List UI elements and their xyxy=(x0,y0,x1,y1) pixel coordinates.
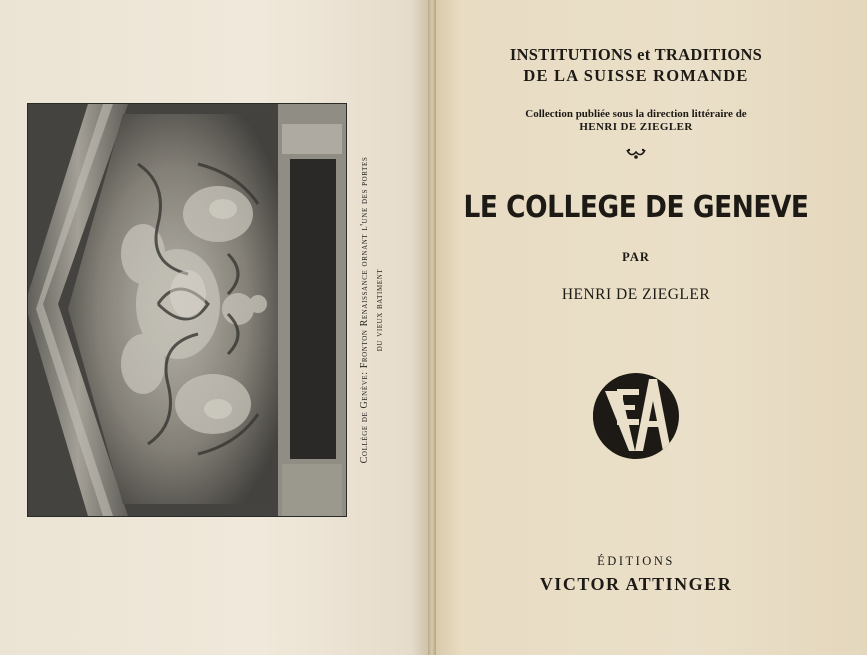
series-title-line-2: DE LA SUISSE ROMANDE xyxy=(523,66,749,85)
publisher-name: VICTOR ATTINGER xyxy=(539,574,733,594)
frontispiece-photo xyxy=(27,103,347,517)
author-name: HENRI DE ZIEGLER xyxy=(561,286,711,303)
carved-pediment-photo xyxy=(28,104,346,516)
book-title: LE COLLEGE DE GENEVE xyxy=(463,190,809,225)
book-gutter xyxy=(428,0,436,655)
collection-editor: HENRI DE ZIEGLER xyxy=(579,121,693,133)
fleuron-ornament-icon xyxy=(436,147,836,165)
photo-caption xyxy=(357,110,397,510)
editions-va-monogram-icon xyxy=(591,371,681,461)
title-page xyxy=(436,0,867,655)
left-page xyxy=(0,0,428,655)
by-label: PAR xyxy=(622,250,650,264)
caption-line-2: du vieux batiment xyxy=(374,268,385,352)
publisher-label: ÉDITIONS xyxy=(597,554,675,568)
caption-line-1: Collège de Genève: Fronton Renaissance ornant l'une des portes xyxy=(359,156,370,464)
collection-note: Collection publiée sous la direction littéraire de xyxy=(525,108,747,120)
series-title-line-1: INSTITUTIONS et TRADITIONS xyxy=(509,45,763,64)
